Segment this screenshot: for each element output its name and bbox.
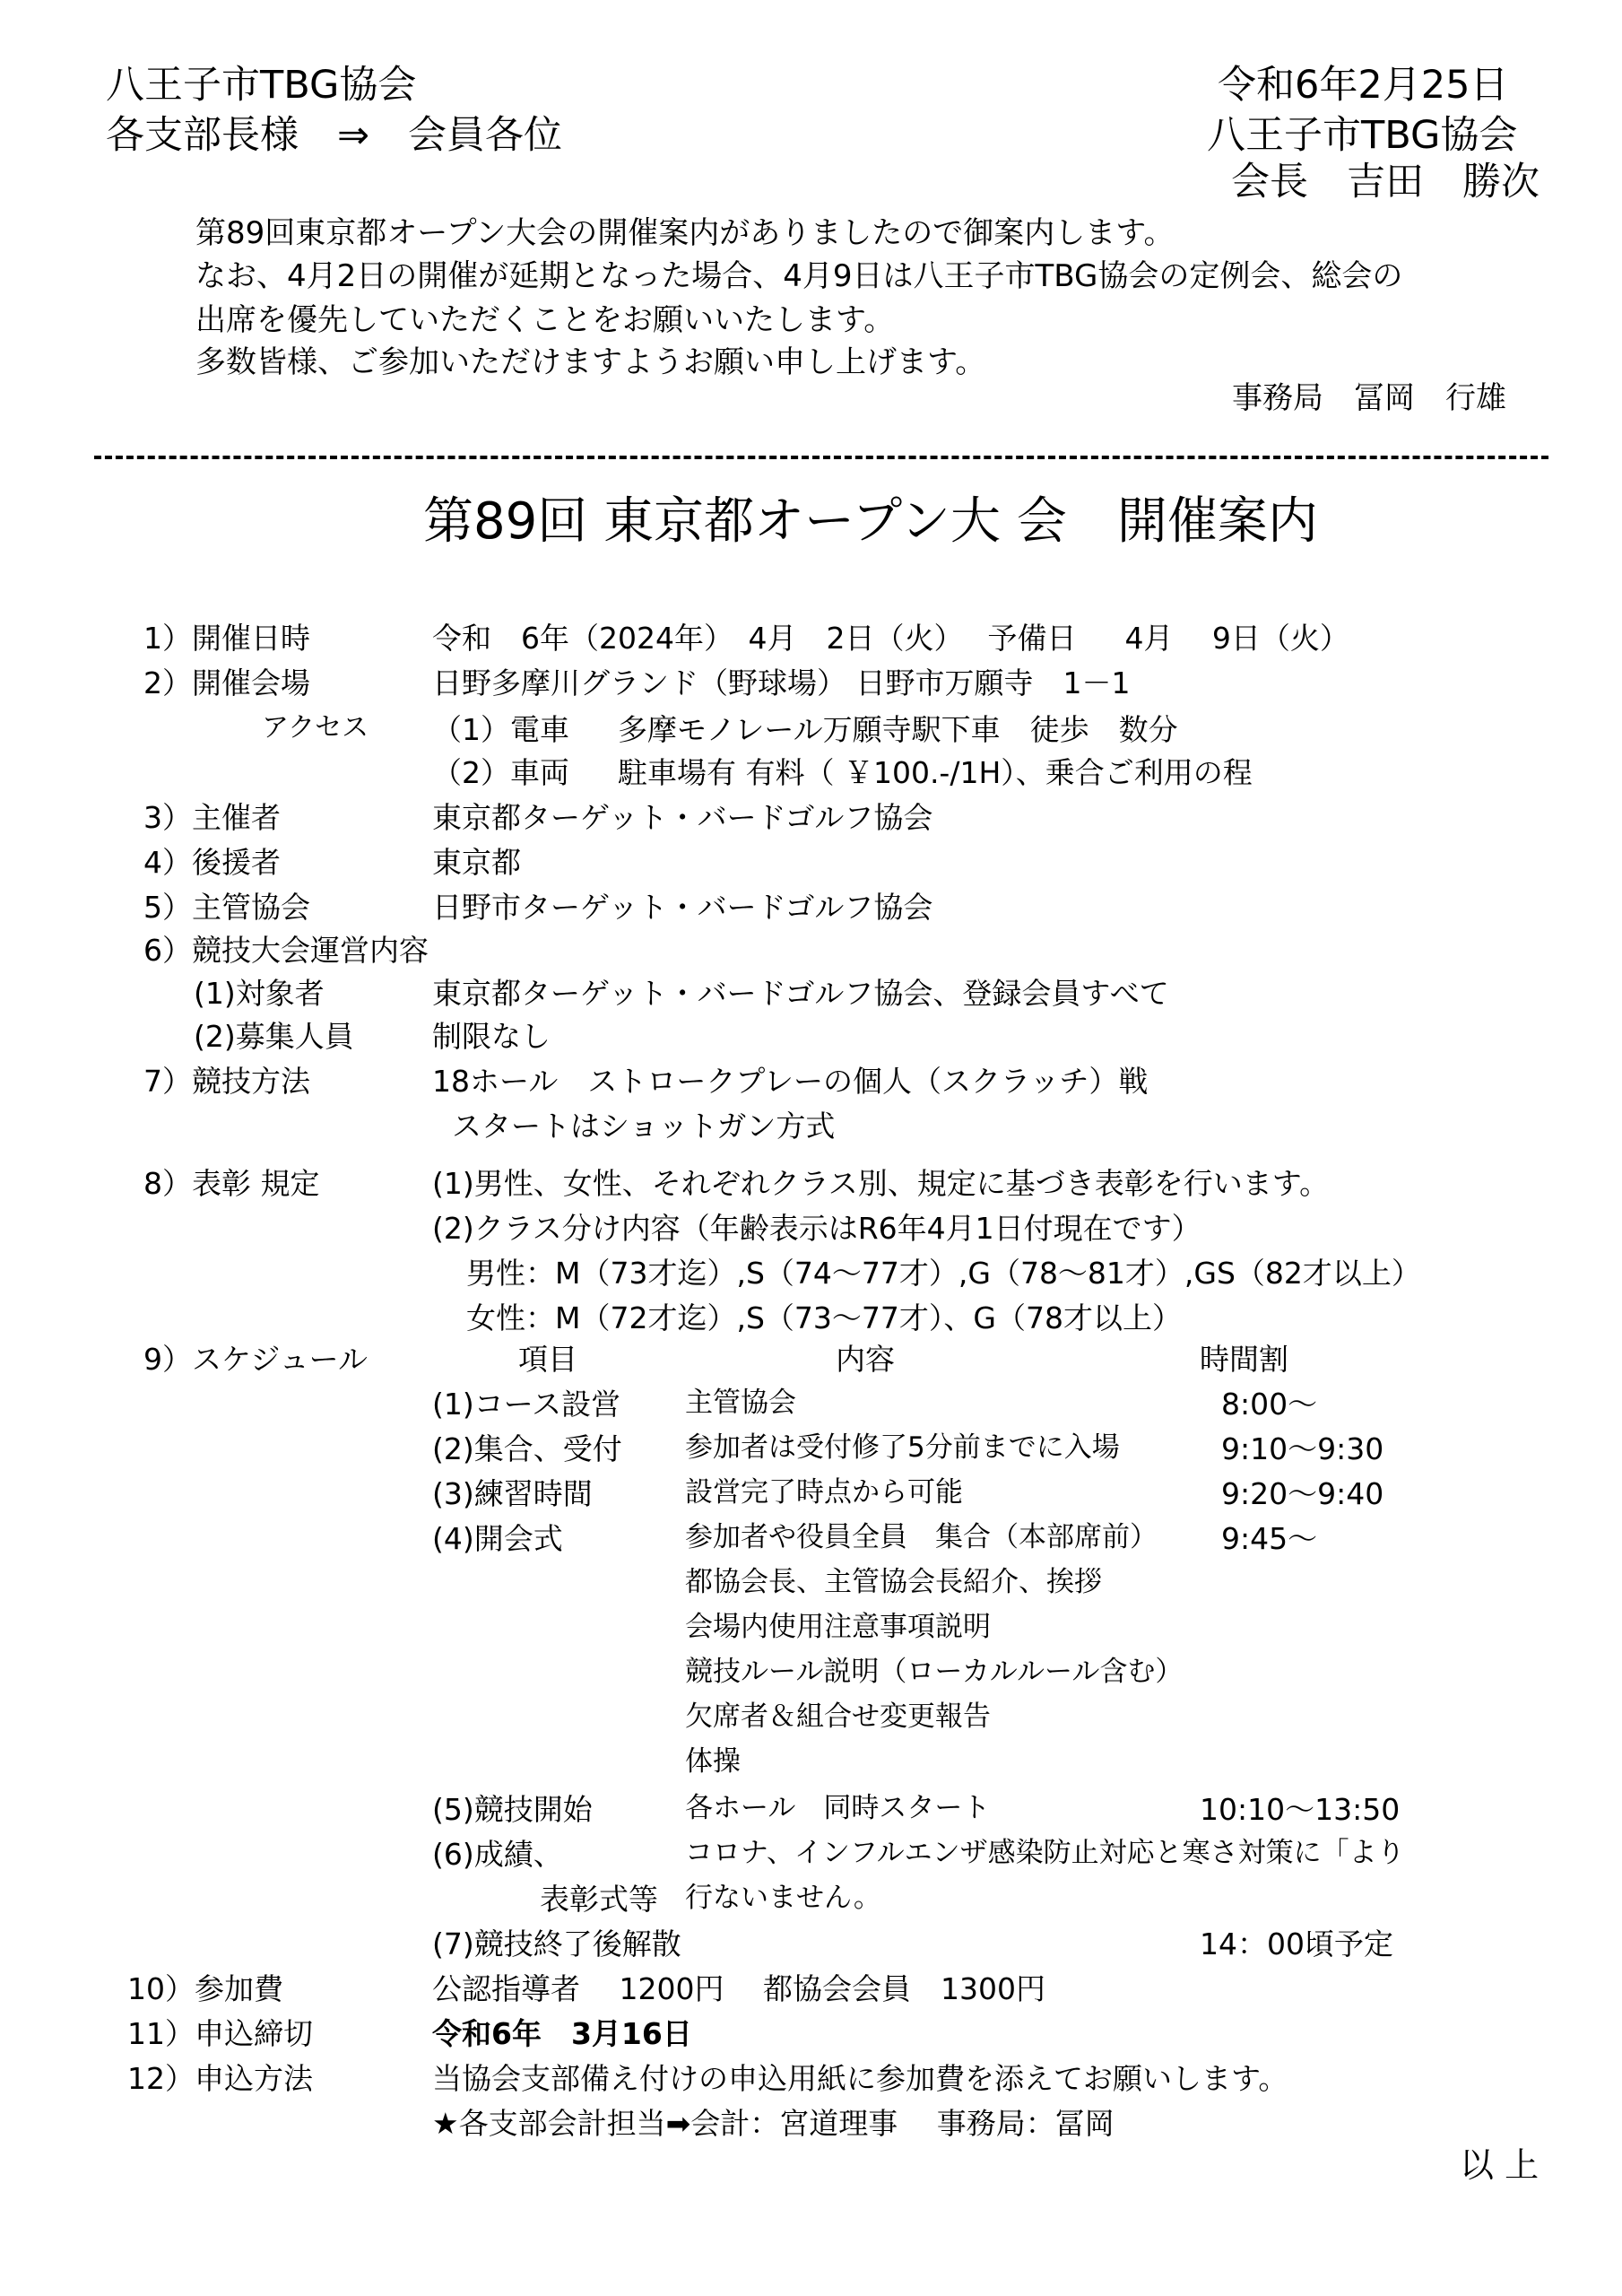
schedule-time: 9:45～ <box>1221 1521 1318 1556</box>
item-10-label: 10）参加費 <box>127 1971 283 2006</box>
schedule-content: 各ホール 同時スタート <box>685 1792 991 1824</box>
schedule-item: (1)コース設営 <box>432 1387 621 1422</box>
item-7-value-2: スタートはショットガン方式 <box>452 1109 836 1144</box>
schedule-content: 行ないません。 <box>685 1882 881 1914</box>
intro-line-1: 第89回東京都オープン大会の開催案内がありましたので御案内します。 <box>195 215 1175 251</box>
schedule-content: 欠席者＆組合せ変更報告 <box>685 1700 991 1733</box>
item-11-label: 11）申込締切 <box>127 2016 313 2051</box>
item-8-line-3: 男性：M（73才迄）,S（74～77才）,G（78～81才）,GS（82才以上） <box>466 1256 1421 1291</box>
intro-line-3: 出席を優先していただくことをお願いいたします。 <box>195 302 895 338</box>
schedule-item: (2)集合、受付 <box>432 1431 622 1466</box>
schedule-col-time: 時間割 <box>1200 1342 1288 1377</box>
item-4-value: 東京都 <box>432 845 521 880</box>
item-6a-value: 東京都ターゲット・バードゴルフ協会、登録会員すべて <box>432 976 1169 1011</box>
item-5-label: 5）主管協会 <box>143 890 310 925</box>
item-1-value: 令和 6年（2024年） 4月 2日（火） 予備日 4月 9日（火） <box>432 621 1349 656</box>
intro-line-2: なお、4月2日の開催が延期となった場合、4月9日は八王子市TBG協会の定例会、総会の <box>195 258 1403 294</box>
schedule-time: 9:10～9:30 <box>1221 1431 1384 1466</box>
schedule-content: コロナ、インフルエンザ感染防止対応と寒さ対策に「より <box>685 1837 1405 1869</box>
schedule-content: 主管協会 <box>685 1387 796 1419</box>
item-11-value: 令和6年 3月16日 <box>432 2016 692 2051</box>
schedule-content: 都協会長、主管協会長紹介、挨拶 <box>685 1566 1102 1598</box>
item-6b-label: (2)募集人員 <box>194 1019 354 1054</box>
item-8-line-4: 女性：M（72才迄）,S（73～77才）、G（78才以上） <box>466 1300 1182 1335</box>
item-5-value: 日野市ターゲット・バードゴルフ協会 <box>432 890 933 925</box>
schedule-item: (3)練習時間 <box>432 1476 593 1511</box>
item-3-value: 東京都ターゲット・バードゴルフ協会 <box>432 800 933 835</box>
header-date: 令和6年2月25日 <box>1218 63 1509 108</box>
item-10-value: 公認指導者 1200円 都協会会員 1300円 <box>432 1971 1045 2006</box>
item-6b-value: 制限なし <box>432 1019 551 1054</box>
schedule-content: 会場内使用注意事項説明 <box>685 1611 991 1643</box>
schedule-content: 設営完了時点から可能 <box>685 1476 963 1509</box>
item-4-label: 4）後援者 <box>143 845 281 880</box>
item-6a-label: (1)対象者 <box>194 976 325 1011</box>
access-label: アクセス <box>262 712 369 744</box>
closing: 以 上 <box>1460 2145 1540 2185</box>
schedule-content: 体操 <box>685 1745 741 1778</box>
schedule-time: 10:10～13:50 <box>1200 1792 1401 1827</box>
schedule-time: 14：00頃予定 <box>1200 1926 1393 1961</box>
item-2-label: 2）開催会場 <box>143 665 310 700</box>
item-8-line-1: (1)男性、女性、それぞれクラス別、規定に基づき表彰を行います。 <box>432 1166 1330 1201</box>
schedule-item: (7)競技終了後解散 <box>432 1926 681 1961</box>
schedule-item: 表彰式等 <box>540 1882 658 1917</box>
item-6-label: 6）競技大会運営内容 <box>143 933 429 968</box>
schedule-item: (5)競技開始 <box>432 1792 593 1827</box>
item-12-value-2: ★各支部会計担当➡会計：宮道理事 事務局：冨岡 <box>432 2106 1115 2141</box>
page-title: 第89回 東京都オープン大 会 開催案内 <box>423 492 1318 551</box>
intro-signature: 事務局 冨岡 行雄 <box>1232 380 1506 416</box>
schedule-item: (4)開会式 <box>432 1521 563 1556</box>
header-sender-org: 八王子市TBG協会 <box>1207 113 1518 158</box>
dashed-divider <box>94 456 1548 459</box>
header-sender-name: 会長 吉田 勝次 <box>1231 160 1540 204</box>
schedule-col-item: 項目 <box>518 1342 577 1377</box>
item-7-value-1: 18ホール ストロークプレーの個人（スクラッチ）戦 <box>432 1064 1149 1099</box>
access-line-1: （1）電車 多摩モノレール万願寺駅下車 徒歩 数分 <box>432 712 1178 747</box>
intro-line-4: 多数皆様、ご参加いただけますようお願い申し上げます。 <box>195 344 986 380</box>
schedule-content: 参加者は受付修了5分前までに入場 <box>685 1431 1120 1464</box>
item-3-label: 3）主催者 <box>143 800 281 835</box>
item-9-label: 9）スケジュール <box>143 1342 369 1377</box>
schedule-time: 9:20～9:40 <box>1221 1476 1384 1511</box>
item-12-label: 12）申込方法 <box>127 2061 313 2096</box>
schedule-content: 競技ルール説明（ローカルルール含む） <box>685 1656 1184 1688</box>
item-8-label: 8）表彰 規定 <box>143 1166 320 1201</box>
item-2-value: 日野多摩川グランド（野球場） 日野市万願寺 1－1 <box>432 665 1131 700</box>
item-12-value-1: 当協会支部備え付けの申込用紙に参加費を添えてお願いします。 <box>432 2061 1288 2096</box>
item-8-line-2: (2)クラス分け内容（年齢表示はR6年4月1日付現在です） <box>432 1211 1201 1246</box>
header-org: 八王子市TBG協会 <box>106 63 417 108</box>
header-recipients: 各支部長様 ⇒ 会員各位 <box>106 113 563 158</box>
access-line-2: （2）車両 駐車場有 有料（ ￥100.-/1H）、乗合ご利用の程 <box>432 755 1253 790</box>
schedule-item: (6)成績、 <box>432 1837 563 1872</box>
schedule-content: 参加者や役員全員 集合（本部席前） <box>685 1521 1158 1553</box>
item-1-label: 1）開催日時 <box>143 621 310 656</box>
item-7-label: 7）競技方法 <box>143 1064 310 1099</box>
schedule-time: 8:00～ <box>1221 1387 1318 1422</box>
schedule-col-content: 内容 <box>836 1342 895 1377</box>
